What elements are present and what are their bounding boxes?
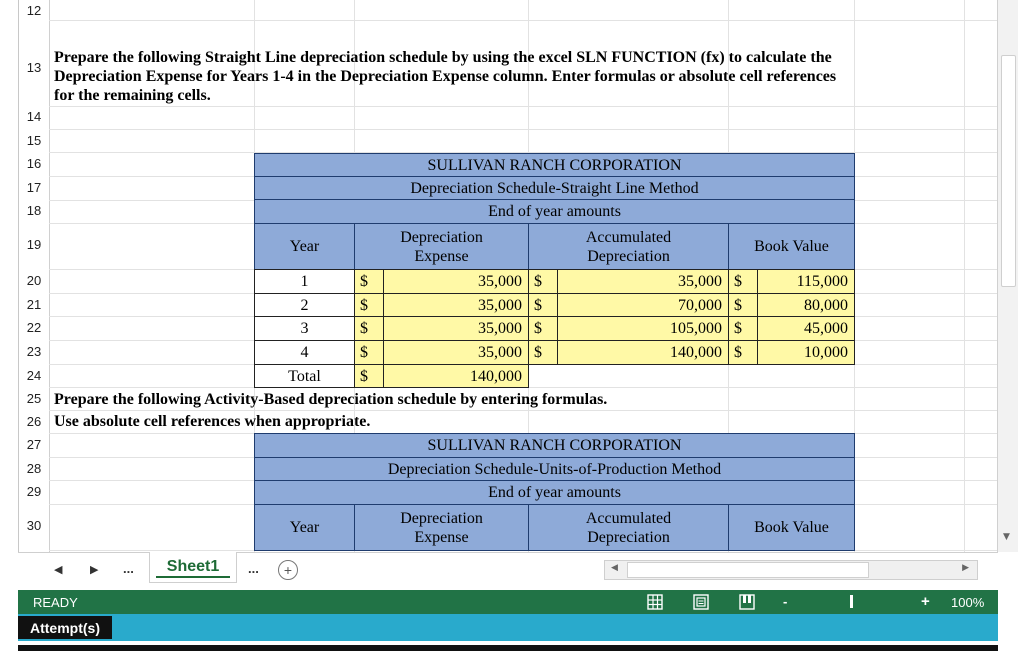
add-sheet-button[interactable]: + — [278, 560, 298, 580]
status-bar — [18, 590, 998, 614]
table1-year-header[interactable]: Year — [254, 223, 355, 270]
page-layout-icon[interactable] — [693, 594, 709, 610]
instruction-line: Use absolute cell references when appropriate. — [54, 413, 371, 430]
instruction-line: Depreciation Expense for Years 1-4 in the Depreciation Expense column. Enter formulas or absolute cell references — [54, 68, 837, 85]
next-sheet-icon[interactable]: ▶ — [90, 564, 99, 576]
table2-period[interactable]: End of year amounts — [254, 480, 855, 505]
zoom-in-button[interactable]: + — [921, 593, 930, 610]
table2-year-header[interactable]: Year — [254, 504, 355, 551]
dollar-cell[interactable]: $ — [354, 364, 384, 388]
header-line: Depreciation — [587, 247, 670, 265]
scroll-left-icon[interactable]: ◀ — [611, 563, 618, 573]
grid-line — [49, 106, 999, 107]
zoom-slider-thumb[interactable] — [850, 595, 853, 608]
row-number[interactable]: 13 — [26, 60, 42, 75]
header-line: Expense — [414, 247, 469, 265]
instruction-line: for the remaining cells. — [54, 87, 211, 104]
header-line: Depreciation — [587, 528, 670, 546]
row-number[interactable]: 18 — [26, 203, 42, 218]
depreciation-expense-cell[interactable]: 35,000 — [383, 340, 529, 365]
dollar-cell[interactable]: $ — [728, 293, 758, 317]
grid-line — [964, 0, 965, 552]
row-number[interactable]: 29 — [26, 484, 42, 499]
year-cell[interactable]: 1 — [254, 269, 355, 294]
table1-depreciation-header[interactable] — [354, 223, 529, 270]
scroll-down-icon[interactable]: ▼ — [1003, 532, 1010, 542]
table1-company[interactable]: SULLIVAN RANCH CORPORATION — [254, 153, 855, 177]
row-number[interactable]: 25 — [26, 391, 42, 406]
more-sheets-right[interactable]: ... — [248, 561, 259, 576]
accumulated-depreciation-cell[interactable]: 105,000 — [557, 316, 729, 341]
prev-sheet-icon[interactable]: ◀ — [54, 564, 63, 576]
scroll-right-icon[interactable]: ▶ — [962, 563, 969, 573]
total-depreciation-cell[interactable]: 140,000 — [383, 364, 529, 388]
accumulated-depreciation-cell[interactable]: 70,000 — [557, 293, 729, 317]
header-line: Accumulated — [585, 509, 672, 527]
book-value-cell[interactable]: 10,000 — [757, 340, 855, 365]
book-value-cell[interactable]: 115,000 — [757, 269, 855, 294]
bottom-border — [18, 645, 998, 651]
header-line: Expense — [414, 528, 469, 546]
header-line: Depreciation — [400, 509, 483, 527]
row-number[interactable]: 22 — [26, 320, 42, 335]
row-number[interactable]: 28 — [26, 461, 42, 476]
normal-view-icon[interactable] — [647, 594, 663, 610]
row-number[interactable]: 19 — [26, 237, 42, 252]
dollar-cell[interactable]: $ — [528, 269, 558, 294]
row-header-column — [19, 0, 50, 552]
zoom-out-button[interactable]: - — [783, 594, 788, 609]
row-number[interactable]: 26 — [26, 414, 42, 429]
dollar-cell[interactable]: $ — [528, 316, 558, 341]
attempt-bar — [18, 614, 998, 641]
row-number[interactable]: 20 — [26, 273, 42, 288]
dollar-cell[interactable]: $ — [354, 293, 384, 317]
year-cell[interactable]: 3 — [254, 316, 355, 341]
spreadsheet-grid[interactable] — [18, 0, 1010, 552]
table2-subtitle[interactable]: Depreciation Schedule-Units-of-Production Method — [254, 457, 855, 481]
row-number[interactable]: 14 — [26, 109, 42, 124]
accumulated-depreciation-cell[interactable]: 35,000 — [557, 269, 729, 294]
row-number[interactable]: 16 — [26, 156, 42, 171]
table1-accumulated-header[interactable] — [528, 223, 729, 270]
row-number[interactable]: 30 — [26, 518, 42, 533]
page-break-icon[interactable] — [739, 594, 755, 610]
row-number[interactable]: 17 — [26, 180, 42, 195]
table2-company[interactable]: SULLIVAN RANCH CORPORATION — [254, 433, 855, 458]
table1-subtitle[interactable]: Depreciation Schedule-Straight Line Method — [254, 176, 855, 200]
sheet-tab-sheet1[interactable]: Sheet1 — [149, 552, 237, 583]
zoom-level[interactable]: 100% — [951, 595, 985, 610]
dollar-cell[interactable]: $ — [728, 340, 758, 365]
dollar-cell[interactable]: $ — [354, 340, 384, 365]
dollar-cell[interactable]: $ — [354, 316, 384, 341]
row-number[interactable]: 23 — [26, 344, 42, 359]
table2-accumulated-header[interactable] — [528, 504, 729, 551]
table2-book-value-header[interactable]: Book Value — [728, 504, 855, 551]
dollar-cell[interactable]: $ — [354, 269, 384, 294]
ready-status: READY — [33, 595, 78, 610]
dollar-cell[interactable]: $ — [528, 340, 558, 365]
dollar-cell[interactable]: $ — [528, 293, 558, 317]
header-line: Accumulated — [585, 228, 672, 246]
depreciation-expense-cell[interactable]: 35,000 — [383, 316, 529, 341]
year-cell[interactable]: 4 — [254, 340, 355, 365]
book-value-cell[interactable]: 45,000 — [757, 316, 855, 341]
table1-period[interactable]: End of year amounts — [254, 199, 855, 224]
total-label-cell[interactable]: Total — [254, 364, 355, 388]
dollar-cell[interactable]: $ — [728, 316, 758, 341]
vertical-scrollbar[interactable] — [997, 0, 1018, 552]
book-value-cell[interactable]: 80,000 — [757, 293, 855, 317]
dollar-cell[interactable]: $ — [728, 269, 758, 294]
table2-depreciation-header[interactable] — [354, 504, 529, 551]
instruction-line: Prepare the following Activity-Based depreciation schedule by entering formulas. — [54, 391, 608, 408]
grid-line — [49, 20, 999, 21]
header-line: Depreciation — [400, 228, 483, 246]
attempts-button[interactable]: Attempt(s) — [18, 616, 112, 639]
more-sheets-left[interactable]: ... — [123, 561, 134, 576]
grid-line — [49, 410, 999, 411]
horizontal-scrollbar[interactable] — [604, 560, 978, 580]
year-cell[interactable]: 2 — [254, 293, 355, 317]
row-number[interactable]: 21 — [26, 297, 42, 312]
depreciation-expense-cell[interactable]: 35,000 — [383, 269, 529, 294]
row-number[interactable]: 27 — [26, 437, 42, 452]
depreciation-expense-cell[interactable]: 35,000 — [383, 293, 529, 317]
row-number[interactable]: 24 — [26, 368, 42, 383]
instruction-line: Prepare the following Straight Line depreciation schedule by using the excel SLN FUNCTION (fx) to calculate the — [54, 49, 832, 66]
sheet-tab-bar — [18, 552, 998, 591]
table1-book-value-header[interactable]: Book Value — [728, 223, 855, 270]
vertical-scroll-thumb[interactable] — [1001, 55, 1016, 287]
grid-line — [49, 129, 999, 130]
row-number[interactable]: 15 — [26, 133, 42, 148]
horizontal-scroll-thumb[interactable] — [627, 562, 869, 578]
row-number[interactable]: 12 — [26, 3, 42, 18]
accumulated-depreciation-cell[interactable]: 140,000 — [557, 340, 729, 365]
